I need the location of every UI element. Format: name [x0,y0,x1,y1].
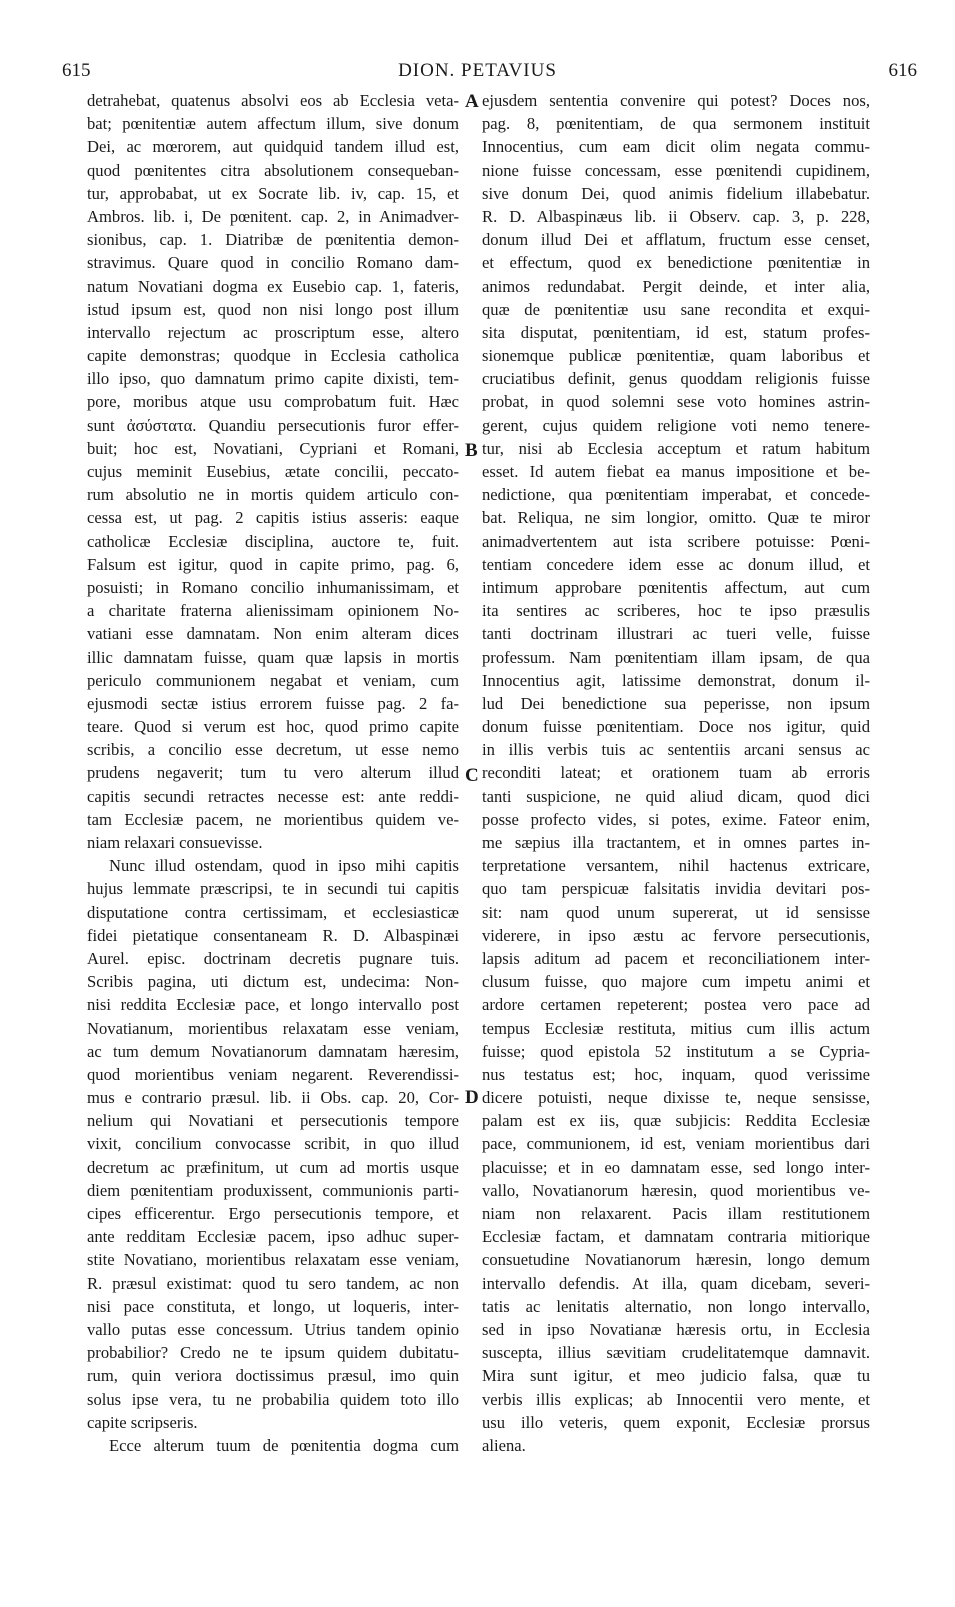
text-line: vallo, Novatianorum hæresin, quod morientibus ve- [482,1180,870,1200]
text-line: quod pœnitentes citra absolutionem consequeban- [87,160,459,180]
text-line: solus ipse vera, tu ne probabilia quidem toto illo [87,1389,459,1409]
text-line: a charitate fraterna alienissimam opinionem No- [87,601,459,621]
text-line: ejusdem sententia convenire qui potest? Doces nos, [482,91,870,110]
text-line: ante redditam Ecclesiæ pacem, ipso adhuc super- [87,1227,459,1247]
text-line: aliena. [482,1435,526,1455]
text-line: nisi reddita Ecclesiæ pace, et longo intervallo post [87,995,459,1015]
text-line: sit: nam quod unum supererat, ut id sensisse [482,902,870,922]
text-line: hujus lemmate præscripsi, te in secundi tui capitis [87,879,459,899]
text-line: donum illud Dei et afflatum, fructum esse censet, [482,230,870,250]
text-line: palam est ex iis, quæ subjicis: Reddita Ecclesiæ [482,1111,870,1131]
text-line: diem pœnitentiam produxissent, communionis parti- [87,1180,459,1200]
text-line: donum fuisse pœnitentiam. Doce nos igitur, quid [482,717,870,737]
text-line: tur, nisi ab Ecclesia acceptum et ratum habitum [482,438,870,458]
text-line: intimum approbare pœnitentis affectum, aut cum [482,577,870,597]
page-number-left: 615 [62,60,91,81]
text-line: bat; pœnitentiæ autem affectum illum, sive donum [87,114,459,134]
text-line: rum, quin veriora doctissimus præsul, imo quin [87,1366,459,1386]
text-line: reconditi lateat; et orationem tuam ab erroris [482,763,870,783]
text-line: lud Dei benedictione sua peperisse, non ipsum [482,693,870,713]
text-line: capite demonstras; quodque in Ecclesia catholica [87,346,459,366]
text-line: Aurel. episc. doctrinam decretis pugnare tuis. [87,948,459,968]
text-line: R. D. Albaspinæus lib. ii Observ. cap. 3, p. 228, [482,206,870,226]
text-line: tempus Ecclesiæ restituta, mitius cum illis actum [482,1018,870,1038]
section-marker-a: A [465,91,479,112]
text-line: capitis secundi retractes necesse est: ante reddi- [87,786,459,806]
text-line: Falsum est igitur, quod in capite primo, pag. 6, [87,554,459,574]
text-line: cessa est, ut pag. 2 capitis istius asseris: eaque [87,508,459,528]
text-line: periculo communionem negabat et veniam, cum [87,670,459,690]
text-line: pore, moribus atque usu comprobatum fuit. Hæc [87,392,459,412]
text-line: niam non relaxarent. Pacis illam restitutionem [482,1204,870,1223]
text-line: R. præsul existimat: quod tu sero tandem, ac non [87,1273,459,1293]
text-line: rum absolutio ne in mortis quidem articulo con- [87,485,459,505]
text-line: vallo putas esse concessum. Utrius tandem opinio [87,1319,459,1339]
text-line: fuisse; quod epistola 52 institutum a se Cypria- [482,1041,870,1061]
text-line: nus testatus est; hoc, inquam, quod verissime [482,1064,870,1084]
text-line: niam relaxari consuevisse. [87,833,263,852]
text-line: placuisse; et in eo damnatam esse, sed longo inter- [482,1157,870,1177]
text-line: me sæpius illa tractantem, et in omnes partes in- [482,833,870,852]
text-line: animadvertentem aut ista scribere potuisse: Pœni- [482,531,870,551]
text-line: probabilior? Credo ne te ipsum quidem dubitatu- [87,1343,459,1363]
text-line: nisi pace constituta, et longo, ut loqueris, inter- [87,1296,459,1316]
text-line: sionibus, cap. 1. Diatribæ de pœnitentia demon- [87,230,459,250]
text-line: suscepta, illius sævitiam crudelitatemque damnavit. [482,1343,870,1363]
text-line: nedictione, qua pœnitentiam imperabat, et concede- [482,485,870,505]
text-line: Dei, ac mœrorem, aut quidquid tandem illud est, [87,137,459,157]
text-line: vixit, concilium convocasse scribit, in quo illud [87,1134,459,1154]
text-line: illic damnatam fuisse, quam quæ lapsis in mortis [87,647,459,667]
text-line: Novatianum, morientibus relaxatam esse veniam, [87,1018,459,1038]
text-line: buit; hoc est, Novatiani, Cypriani et Romani, [87,438,459,458]
text-line: nione fuisse concessam, esse pœnitendi cupidinem, [482,160,870,180]
text-line: detrahebat, quatenus absolvi eos ab Ecclesia veta- [87,91,459,110]
text-line: tanti doctrinam illustrari ac tueri velle, fuisse [482,624,870,644]
text-line: stite Novatiano, morientibus relaxatam esse veniam, [87,1250,459,1270]
text-line: ac tum demum Novatianorum damnatam hæresim, [87,1041,459,1061]
section-marker-c: C [465,765,479,786]
text-line: quæ de pœnitentiæ usu sane recondita et exqui- [482,299,870,319]
text-line: tam Ecclesiæ pacem, ne morientibus quidem ve- [87,809,459,829]
text-line: clusum fuisse, quo majore cum impetu animi et [482,972,870,992]
text-line: prudens negaverit; tum tu vero alterum illud [87,763,459,783]
text-line: consuetudine Novatianorum hæresin, longo demum [482,1250,870,1270]
text-line: Innocentius, cum eam dicit olim negata commu- [482,137,870,157]
text-line: cruciatibus definit, genus quoddam religionis fuisse [482,369,870,389]
text-line: esset. Id autem fiebat ea manus impositione et be- [482,462,870,481]
text-line: dicere potuisti, neque dixisse te, neque sensisse, [482,1088,870,1108]
text-line: nelium qui Novatiani et persecutionis tempore [87,1111,459,1131]
text-line: natum Novatiani dogma ex Eusebio cap. 1, fateris, [87,276,459,296]
text-line: ejusmodi sectæ istius errorem fuisse pag. 2 fa- [87,693,459,713]
text-line: tur, approbabat, ut ex Socrate lib. iv, cap. 15, et [87,183,459,203]
text-line: Mira sunt igitur, et meo judicio falsa, quæ tu [482,1366,870,1386]
text-line: disputatione contra certissimam, et ecclesiasticæ [87,902,459,922]
text-line: posse profecto vides, si potes, exime. Fateor enim, [482,809,870,829]
text-line: Ecclesiæ factam, et damnatam contraria mitiorique [482,1227,870,1247]
text-line: quod morientibus veniam negarent. Reverendissi- [87,1064,459,1084]
running-header [30,60,925,84]
right-column [482,89,870,1457]
text-line: sunt ἀσύστατα. Quandiu persecutionis furor effer- [87,415,459,435]
text-line: tanti suspicione, ne quid aliud dicam, quod dici [482,786,870,806]
text-line: cipes efficerentur. Ergo persecutionis tempore, et [87,1204,459,1223]
text-line: gerent, cujus quidem religione voti nemo tenere- [482,415,870,435]
text-line: animos redundabat. Pergit deinde, et inter alia, [482,276,870,296]
text-line: tatis ac lenitatis alternatio, non longo intervallo, [482,1296,870,1316]
text-line: pace, communionem, id est, veniam morientibus dari [482,1134,870,1154]
text-line: vatiani esse damnatam. Non enim alteram dices [87,624,459,644]
text-line: probat, in quod solemni sese voto homines astrin- [482,392,870,412]
text-line: capite scripseris. [87,1412,198,1432]
text-line: sita disputat, pœnitentiam, id est, statum profes- [482,322,870,342]
text-line: mus e contrario præsul. lib. ii Obs. cap. 20, Cor- [87,1088,459,1108]
text-line: teare. Quod si verum est hoc, quod primo capite [87,717,459,737]
text-line: Ecce alterum tuum de pœnitentia dogma cum [109,1435,459,1455]
text-line: sed in ipso Novatianæ hæresis ortu, in Ecclesia [482,1319,870,1339]
text-line: Ambros. lib. i, De pœnitent. cap. 2, in Animadver- [87,206,459,226]
text-line: cujus meminit Eusebius, ætate concilii, peccato- [87,462,459,481]
text-line: bat. Reliqua, ne sim longior, omitto. Quæ te miror [482,508,870,528]
text-line: Scribis pagina, uti dictum est, undecima: Non- [87,972,459,992]
text-line: ita sentires ac scriberes, hoc te ipso præsulis [482,601,870,621]
text-line: istud ipsum est, quod non nisi longo post illum [87,299,459,319]
text-line: in illis verbis tuis ac sententiis arcani sensus ac [482,740,870,760]
text-line: intervallo rejectum ac proscriptum esse, altero [87,322,459,342]
text-line: lapsis aditum ad pacem et reconciliationem inter- [482,948,870,968]
text-line: Nunc illud ostendam, quod in ipso mihi capitis [109,856,459,876]
text-line: ardore certamen repeterent; postea vero pace ad [482,995,870,1015]
text-line: pag. 8, pœnitentiam, de qua sermonem instituit [482,114,870,134]
text-line: quo tam perspicuæ falsitatis invidia devitari pos- [482,879,870,899]
text-line: tentiam concedere idem esse ac donum illud, et [482,554,870,574]
section-marker-b: B [465,440,478,461]
section-marker-d: D [465,1087,479,1108]
text-line: viderere, in ipso æstu ac fervore persecutionis, [482,925,870,945]
text-line: et effectum, quod ex benedictione pœnitentiæ in [482,253,870,273]
text-line: professum. Nam pœnitentiam illam ipsam, de qua [482,647,870,667]
text-line: fidei pietatique consentaneam R. D. Albaspinæi [87,925,459,945]
text-line: decretum ac præfinitum, ut cum ad mortis usque [87,1157,459,1177]
left-column [87,89,459,1457]
text-line: verbis illis explicas; ab Innocentii vero mente, et [482,1389,870,1409]
text-line: Innocentius agit, latissime demonstrat, donum il- [482,670,870,690]
text-line: terpretatione versantem, nihil hactenus extricare, [482,856,870,876]
text-line: scribis, a concilio esse decretum, ut esse nemo [87,740,459,760]
page-number-right: 616 [888,60,917,81]
running-title: DION. PETAVIUS [398,60,557,81]
text-line: sive donum Dei, quod animis fidelium illabebatur. [482,183,870,203]
text-line: sionemque publicæ pœnitentiæ, quam laboribus et [482,346,870,366]
text-line: posuisti; in Romano concilio inhumanissimam, et [87,577,459,597]
text-line: stravimus. Quare quod in concilio Romano dam- [87,253,459,273]
text-line: catholicæ Ecclesiæ disciplina, auctore te, fuit. [87,531,459,551]
text-line: intervallo defendis. At illa, quam dicebam, severi- [482,1273,870,1293]
text-line: usu illo veteris, quem exponit, Ecclesiæ prorsus [482,1412,870,1432]
text-line: illo ipso, quo damnatum primo capite dixisti, tem- [87,369,459,389]
